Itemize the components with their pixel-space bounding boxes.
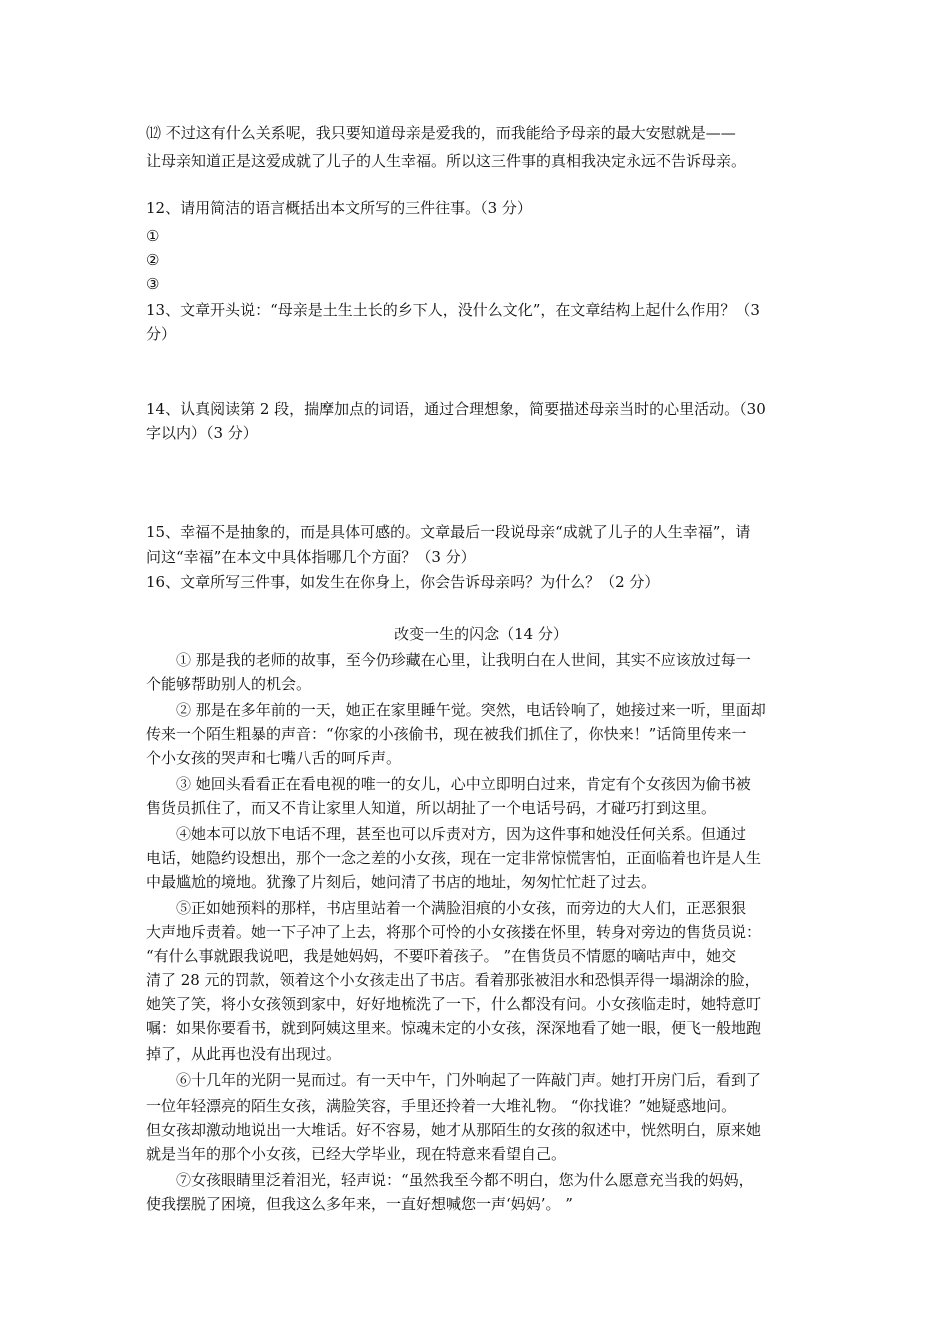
article-para-5-line-5: 她笑了笑，将小女孩领到家中，好好地梳洗了一下，什么都没有问。小女孩临走时，她特意叮 [146,995,762,1013]
question-14-line-2: 字以内）（3 分） [146,424,258,442]
para-12-line-2: 让母亲知道正是这爱成就了儿子的人生幸福。所以这三件事的真相我决定永远不告诉母亲。 [146,152,747,170]
article-para-7-line-2: 使我摆脱了困境，但我这么多年来，一直好想喊您一声‘妈妈’。 ” [146,1195,573,1213]
answer-marker-1: ① [146,227,160,245]
question-12: 12、请用简洁的语言概括出本文所写的三件往事。（3 分） [146,199,532,217]
question-15-line-1: 15、幸福不是抽象的，而是具体可感的。文章最后一段说母亲“成就了儿子的人生幸福”，请 [146,523,751,541]
article-para-7-line-1: ⑦女孩眼睛里泛着泪光，轻声说：“虽然我至今都不明白，您为什么愿意充当我的妈妈， [146,1171,754,1189]
article-para-4-line-3: 中最尴尬的境地。犹豫了片刻后，她问清了书店的地址，匆匆忙忙赶了过去。 [146,873,657,891]
question-13-line-2: 分） [146,325,177,343]
article-para-5-line-6: 嘱：如果你要看书，就到阿姨这里来。惊魂未定的小女孩，深深地看了她一眼，便飞一般地跑 [146,1019,762,1037]
article-para-6-line-4: 就是当年的那个小女孩，已经大学毕业，现在特意来看望自己。 [146,1145,567,1163]
article-para-1-line-2: 个能够帮助别人的机会。 [146,675,312,693]
article-para-3-line-2: 售货员抓住了，而又不肯让家里人知道，所以胡扯了一个电话号码，才碰巧打到这里。 [146,799,717,817]
article-para-6-line-2: 一位年轻漂亮的陌生女孩，满脸笑容，手里还拎着一大堆礼物。 “你找谁？”她疑惑地问。 [146,1097,737,1115]
article-para-5-line-3: “有什么事就跟我说吧，我是她妈妈，不要吓着孩子。 ”在售货员不情愿的嘀咕声中，她交 [146,947,737,965]
article-para-4-line-2: 电话，她隐约设想出，那个一念之差的小女孩，现在一定非常惊慌害怕，正面临着也许是人生 [146,849,762,867]
article-para-5-line-1: ⑤正如她预料的那样，书店里站着一个满脸泪痕的小女孩，而旁边的大人们，正恶狠狠 [146,899,747,917]
article-para-2-line-3: 个小女孩的哭声和七嘴八舌的呵斥声。 [146,749,402,767]
answer-marker-2: ② [146,251,160,269]
question-14-line-1: 14、认真阅读第 2 段，揣摩加点的词语，通过合理想象，简要描述母亲当时的心里活动。（30 [146,400,766,418]
article-para-6-line-3: 但女孩却激动地说出一大堆话。好不容易，她才从那陌生的女孩的叙述中，恍然明白，原来她 [146,1121,762,1139]
question-16: 16、文章所写三件事，如发生在你身上，你会告诉母亲吗？为什么？（2 分） [146,573,660,591]
article-para-2-line-2: 传来一个陌生粗暴的声音：“你家的小孩偷书，现在被我们抓住了，你快来！”话筒里传来一 [146,725,747,743]
article-para-4-line-1: ④她本可以放下电话不理，甚至也可以斥责对方，因为这件事和她没任何关系。但通过 [146,825,747,843]
question-15-line-2: 问这“幸福”在本文中具体指哪几个方面？（3 分） [146,548,476,566]
article-para-6-line-1: ⑥十几年的光阴一晃而过。有一天中午，门外响起了一阵敲门声。她打开房门后，看到了 [146,1071,762,1089]
article-title: 改变一生的闪念（14 分） [394,625,568,643]
question-13-line-1: 13、文章开头说：“母亲是土生土长的乡下人，没什么文化”，在文章结构上起什么作用？（3 [146,301,760,319]
para-12-line-1: ⑿ 不过这有什么关系呢，我只要知道母亲是爱我的，而我能给予母亲的最大安慰就是—— [146,124,736,142]
article-para-3-line-1: ③ 她回头看看正在看电视的唯一的女儿，心中立即明白过来，肯定有个女孩因为偷书被 [146,775,751,793]
article-para-5-line-4: 清了 28 元的罚款，领着这个小女孩走出了书店。看着那张被泪水和恐惧弄得一塌湖涂的脸， [146,971,760,989]
article-para-2-line-1: ② 那是在多年前的一天，她正在家里睡午觉。突然，电话铃响了，她接过来一听，里面却 [146,701,766,719]
article-para-1-line-1: ① 那是我的老师的故事，至今仍珍藏在心里，让我明白在人世间，其实不应该放过每一 [146,651,751,669]
article-para-5-line-2: 大声地斥责着。她一下子冲了上去，将那个可怜的小女孩搂在怀里，转身对旁边的售货员说： [146,923,762,941]
answer-marker-3: ③ [146,275,160,293]
article-para-5-line-7: 掉了，从此再也没有出现过。 [146,1045,342,1063]
